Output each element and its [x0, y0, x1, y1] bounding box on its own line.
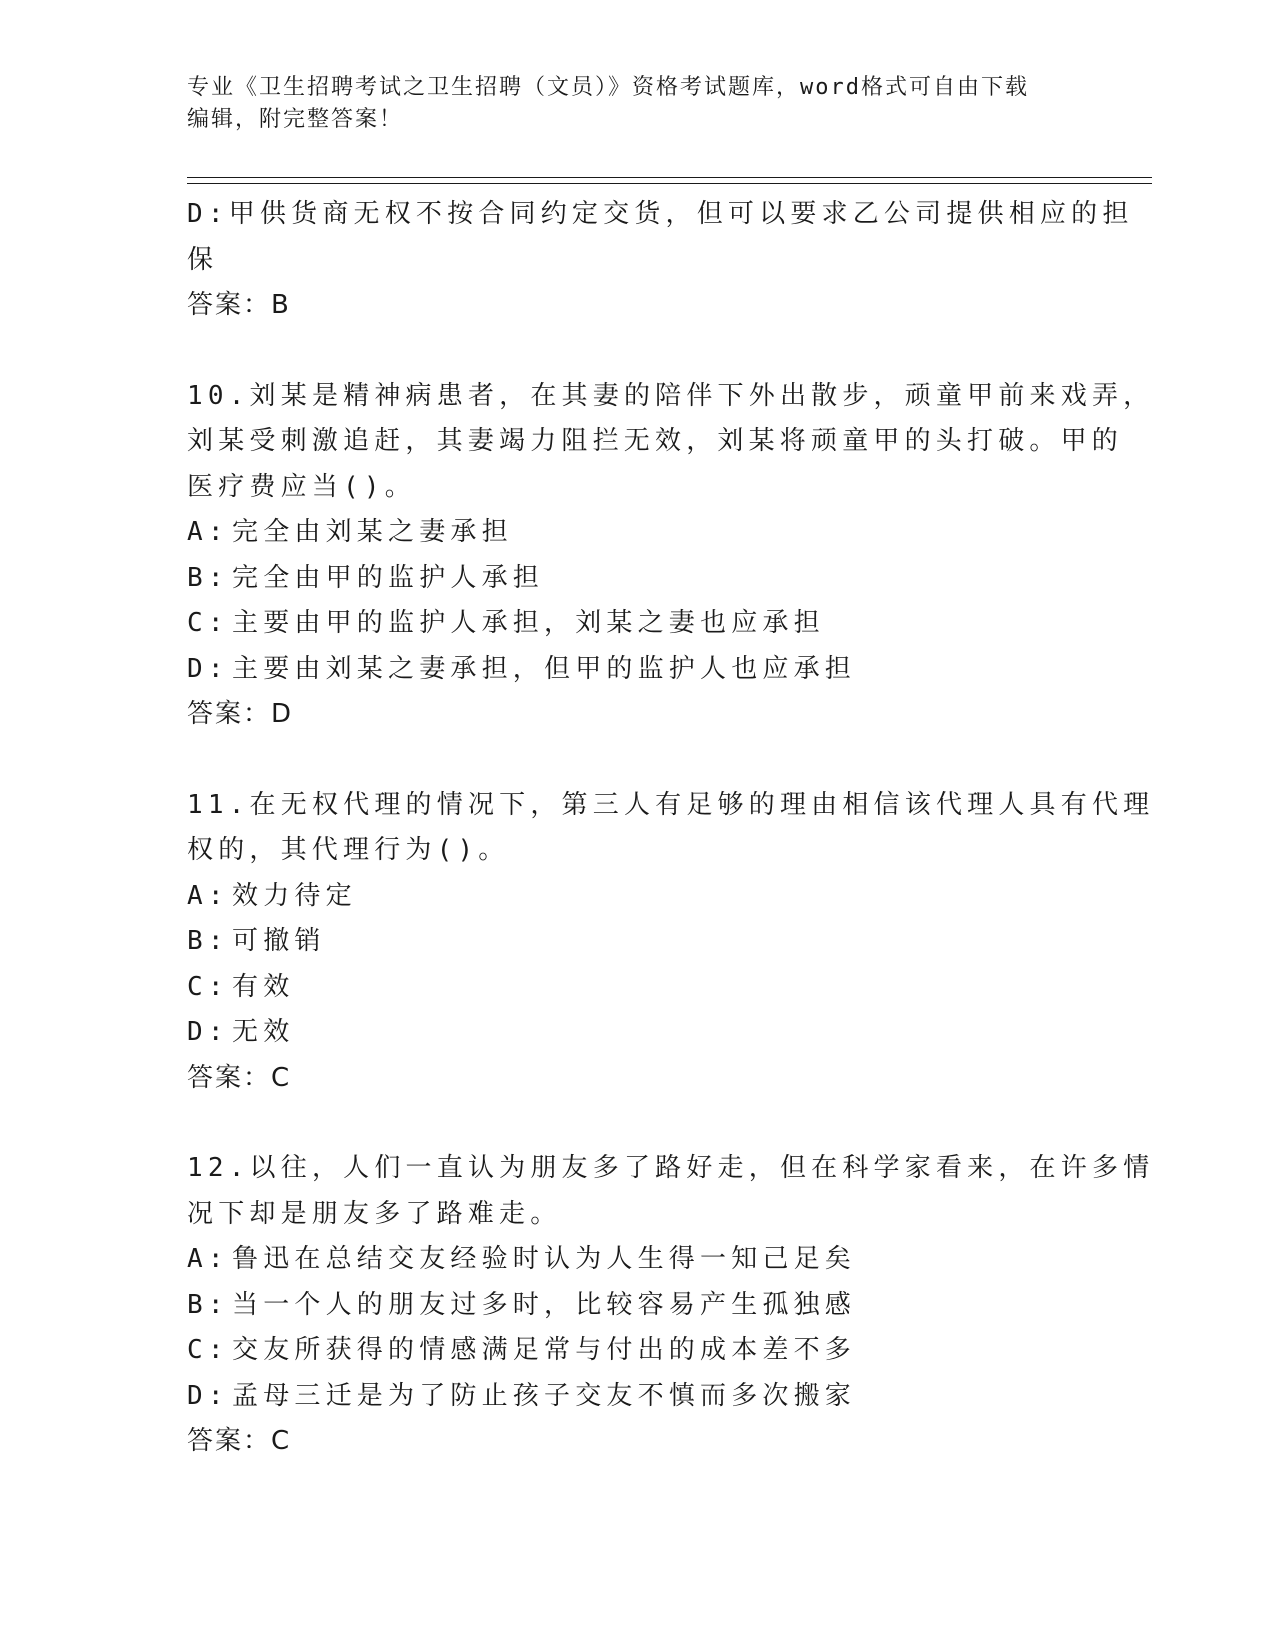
option-d	[187, 1374, 1087, 1420]
option-text: 主要由刘某之妻承担，但甲的监护人也应承担	[232, 653, 857, 684]
prev-question	[187, 192, 1134, 329]
question-11	[187, 783, 1155, 1102]
option-b	[187, 556, 1087, 602]
question-10	[187, 374, 1155, 738]
question-stem-line: 12.以往，人们一直认为朋友多了路好走，但在科学家看来，在许多情	[187, 1153, 1155, 1183]
option-letter: B:	[187, 926, 229, 956]
option-text: 效力待定	[232, 880, 357, 911]
document-header	[187, 72, 1087, 136]
option-c	[187, 601, 1087, 647]
option-b	[187, 919, 1087, 965]
option-text: 有效	[232, 971, 295, 1002]
answer-line: 答案：D	[187, 699, 294, 729]
option-text: 孟母三迁是为了防止孩子交友不慎而多次搬家	[232, 1380, 857, 1411]
header-rule-bottom	[187, 183, 1152, 184]
question-12	[187, 1146, 1155, 1465]
question-stem-line: 刘某受刺激追赶，其妻竭力阻拦无效，刘某将顽童甲的头打破。甲的	[187, 426, 1124, 456]
option-a	[187, 874, 1087, 920]
option-text: 可撤销	[232, 926, 326, 956]
question-stem-line: 况下却是朋友多了路难走。	[187, 1198, 562, 1229]
question-stem-line: 11.在无权代理的情况下，第三人有足够的理由相信该代理人具有代理	[187, 789, 1155, 820]
option-letter: D:	[187, 653, 229, 684]
option-text: 交友所获得的情感满足常与付出的成本差不多	[232, 1335, 857, 1365]
option-text-continued: 保	[187, 244, 219, 275]
question-stem-line: 10.刘某是精神病患者，在其妻的陪伴下外出散步，顽童甲前来戏弄，	[187, 380, 1155, 411]
option-b	[187, 1283, 1087, 1329]
option-c	[187, 1328, 1087, 1374]
option-letter: C:	[187, 1335, 229, 1365]
option-text: 无效	[232, 1017, 295, 1047]
option-text: 完全由甲的监护人承担	[232, 562, 545, 593]
option-d	[187, 192, 1134, 238]
option-letter: C:	[187, 608, 229, 638]
option-a	[187, 510, 1087, 556]
option-letter: C:	[187, 971, 229, 1002]
answer-line: 答案：B	[187, 290, 291, 320]
option-text: 主要由甲的监护人承担，刘某之妻也应承担	[232, 608, 825, 638]
question-stem-line: 医疗费应当()。	[187, 471, 416, 502]
option-letter: D:	[187, 1380, 229, 1411]
option-text: 鲁迅在总结交友经验时认为人生得一知己足矣	[232, 1244, 857, 1274]
option-letter: B:	[187, 1289, 229, 1320]
question-stem-line: 权的，其代理行为()。	[187, 835, 510, 865]
option-letter: B:	[187, 562, 229, 593]
header-line-2: 编辑，附完整答案！	[187, 107, 404, 132]
option-letter: D:	[187, 199, 229, 229]
option-letter: D:	[187, 1017, 229, 1047]
header-rule-top	[187, 177, 1152, 178]
option-d	[187, 647, 1087, 693]
option-letter: A:	[187, 880, 229, 911]
option-text: 当一个人的朋友过多时，比较容易产生孤独感	[232, 1289, 857, 1320]
option-a	[187, 1237, 1087, 1283]
option-letter: A:	[187, 1244, 229, 1274]
answer-line: 答案：C	[187, 1426, 292, 1456]
option-text: 甲供货商无权不按合同约定交货，但可以要求乙公司提供相应的担	[228, 199, 1134, 229]
answer-line: 答案：C	[187, 1062, 292, 1093]
option-d	[187, 1010, 1087, 1056]
header-line-1: 专业《卫生招聘考试之卫生招聘（文员）》资格考试题库，word格式可自由下载	[187, 75, 1029, 100]
option-text: 完全由刘某之妻承担	[232, 517, 513, 547]
option-letter: A:	[187, 517, 229, 547]
question-list	[187, 192, 1155, 1465]
option-c	[187, 965, 1087, 1011]
